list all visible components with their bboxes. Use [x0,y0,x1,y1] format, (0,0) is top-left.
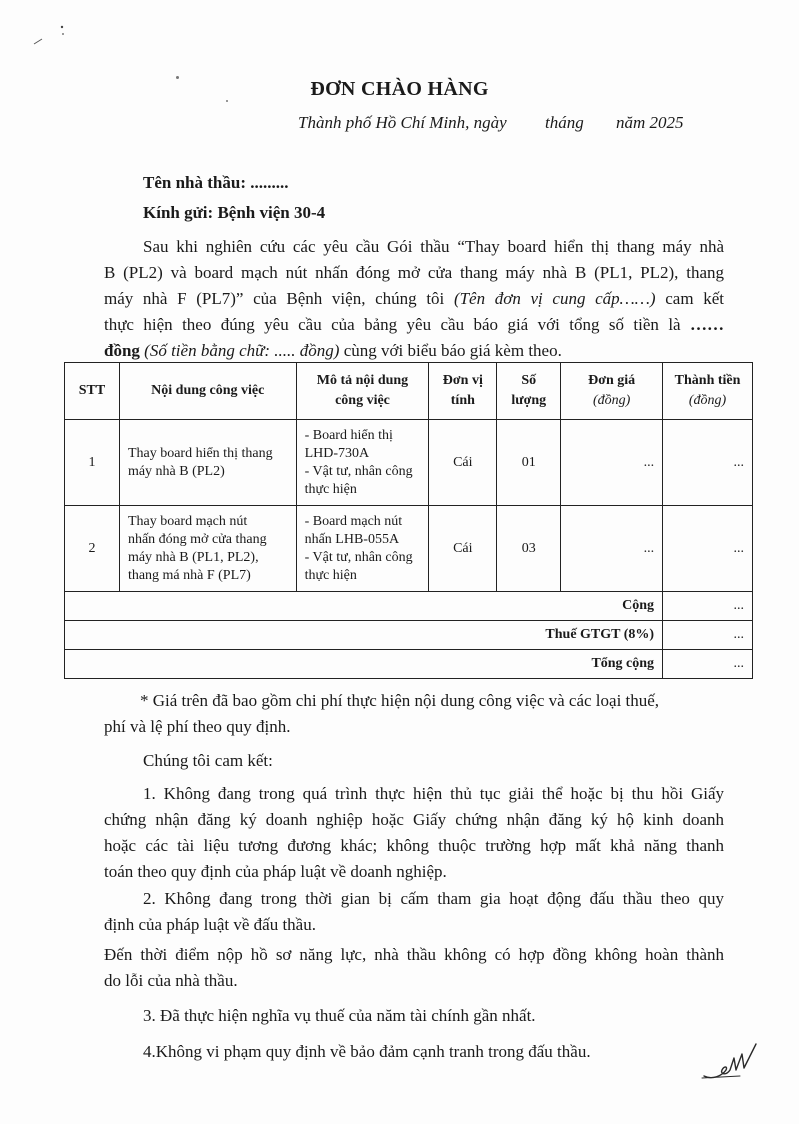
header-stt: STT [65,363,120,420]
cell-content [119,420,296,506]
commitment-4 [104,1039,724,1065]
intro-line: Sau khi nghiên cứu các yêu cầu Gói thầu “Thay board hiển thị thang máy nhà [143,237,724,256]
vat-row [65,621,753,650]
commitment-1 [104,781,724,885]
cell-unit-price: ... [561,506,663,592]
price-note [104,688,734,740]
header-content: Nội dung công việc [119,363,296,420]
cell-unit-price: ... [561,420,663,506]
header-text: Đơn vị [442,373,483,388]
cell-stt: 1 [65,420,120,506]
dateline-city-day: Thành phố Hồ Chí Minh, ngày [298,113,507,132]
bidder-name-label: Tên nhà thầu: ......... [143,173,289,192]
currency-label: đồng [104,341,140,360]
cell-text: LHD-730A [304,445,370,461]
dateline-year: năm 2025 [615,113,684,132]
cell-total: ... [663,506,753,592]
intro-paragraph [104,234,724,364]
cell-text: thang má nhà F (PL7) [127,567,251,583]
initials-signature-icon [700,1036,760,1084]
cell-text: máy nhà B (PL2) [127,463,225,479]
cell-total: ... [663,420,753,506]
cell-text: - Board hiển thị [304,427,393,443]
commitment-3 [104,1003,724,1029]
cell-quantity: 01 [497,420,561,506]
grand-total-row [65,650,753,679]
commitment-intro-text: Chúng tôi cam kết: [143,751,273,770]
cell-text: - Vật tư, nhân công [304,463,413,479]
cell-unit: Cái [429,420,497,506]
vat-label: Thuế GTGT (8%) [65,621,663,650]
intro-text: thực hiện theo đúng yêu cầu của bảng yêu cầu báo giá với tổng số tiền là [104,315,690,334]
cell-text: - Board mạch nút [304,513,403,529]
cell-text: nhấn LHB-055A [304,531,400,547]
commitment-2-extra [104,942,724,994]
intro-line [104,312,724,338]
cell-text: nhấn đóng mở cửa thang [127,531,267,547]
cell-text: - Vật tư, nhân công [304,549,413,565]
commitment-line: định của pháp luật về đấu thầu. [104,915,316,934]
table-row [65,506,753,592]
cell-description [296,420,429,506]
grand-total-label: Tổng cộng [65,650,663,679]
cell-text: máy nhà B (PL1, PL2), [127,549,259,565]
header-text: công việc [335,393,390,408]
commitment-line: hoặc các tài liệu tương đương khác; không thuộc trường hợp mất khả năng thanh [104,836,724,855]
commitment-intro [104,748,724,774]
header-unit [429,363,497,420]
subtotal-value: ... [663,592,753,621]
note-line: * Giá trên đã bao gồm chi phí thực hiện nội dung công việc và các loại thuế, [140,691,660,710]
commitment-line: do lỗi của nhà thầu. [104,971,238,990]
header-text: lượng [511,393,547,408]
cell-text: Thay board mạch nút [127,513,248,529]
commitment-line: Đến thời điểm nộp hồ sơ năng lực, nhà thầu không có hợp đồng không hoàn thành [104,945,724,964]
header-text: Thành tiền [674,373,741,388]
recipient-label: Kính gửi: Bệnh viện 30-4 [143,203,326,222]
commitment-line: chứng nhận đăng ký doanh nghiệp hoặc Giấy chứng nhận đăng ký hộ kinh doanh [104,810,724,829]
commitment-line: 4.Không vi phạm quy định về bảo đảm cạnh tranh trong đấu thầu. [143,1042,591,1061]
cell-text: Thay board hiển thị thang [127,445,273,461]
header-text: Đơn giá [588,373,636,388]
header-description [296,363,429,420]
cell-text: thực hiện [304,567,357,583]
header-unit-price [561,363,663,420]
cell-content [119,506,296,592]
document-title: ĐƠN CHÀO HÀNG [310,78,489,100]
intro-text: cùng với biểu báo giá kèm theo. [339,341,562,360]
vat-value: ... [663,621,753,650]
intro-text: máy nhà F (PL7)” của Bệnh viện, chúng tôi [104,289,454,308]
cell-stt: 2 [65,506,120,592]
intro-text: cam kết [655,289,724,308]
scan-mark-icon [28,22,68,50]
amount-placeholder: …… [690,315,724,334]
cell-quantity: 03 [497,506,561,592]
intro-line [104,286,724,312]
commitment-line: 3. Đã thực hiện nghĩa vụ thuế của năm tài chính gần nhất. [143,1006,536,1025]
dateline-month: tháng [544,113,584,132]
cell-unit: Cái [429,506,497,592]
header-subtext: (đồng) [592,393,631,408]
note-line: phí và lệ phí theo quy định. [104,717,291,736]
subtotal-label: Cộng [65,592,663,621]
commitment-line: 1. Không đang trong quá trình thực hiện thủ tục giải thể hoặc bị thu hồi Giấy [143,784,724,803]
table-row [65,420,753,506]
header-text: Số [521,373,537,388]
header-subtext: (đồng) [688,393,727,408]
header-total [663,363,753,420]
commitment-line: toán theo quy định của pháp luật về doanh nghiệp. [104,862,447,881]
quotation-table [64,362,753,679]
header-text: tính [450,393,475,408]
amount-words-placeholder: (Số tiền bằng chữ: ..... đồng) [139,341,340,360]
header-text: Mô tả nội dung [316,373,409,388]
grand-total-value: ... [663,650,753,679]
commitment-2 [104,886,724,938]
supplier-placeholder: (Tên đơn vị cung cấp……) [453,289,656,308]
intro-line: B (PL2) và board mạch nút nhấn đóng mở cửa thang máy nhà B (PL1, PL2), thang [104,263,724,282]
table-header-row [65,363,753,420]
header-quantity [497,363,561,420]
cell-description [296,506,429,592]
dateline [298,113,684,133]
subtotal-row [65,592,753,621]
intro-line [104,338,724,364]
cell-text: thực hiện [304,481,357,497]
commitment-line: 2. Không đang trong thời gian bị cấm tham gia hoạt động đấu thầu theo quy [143,889,724,908]
